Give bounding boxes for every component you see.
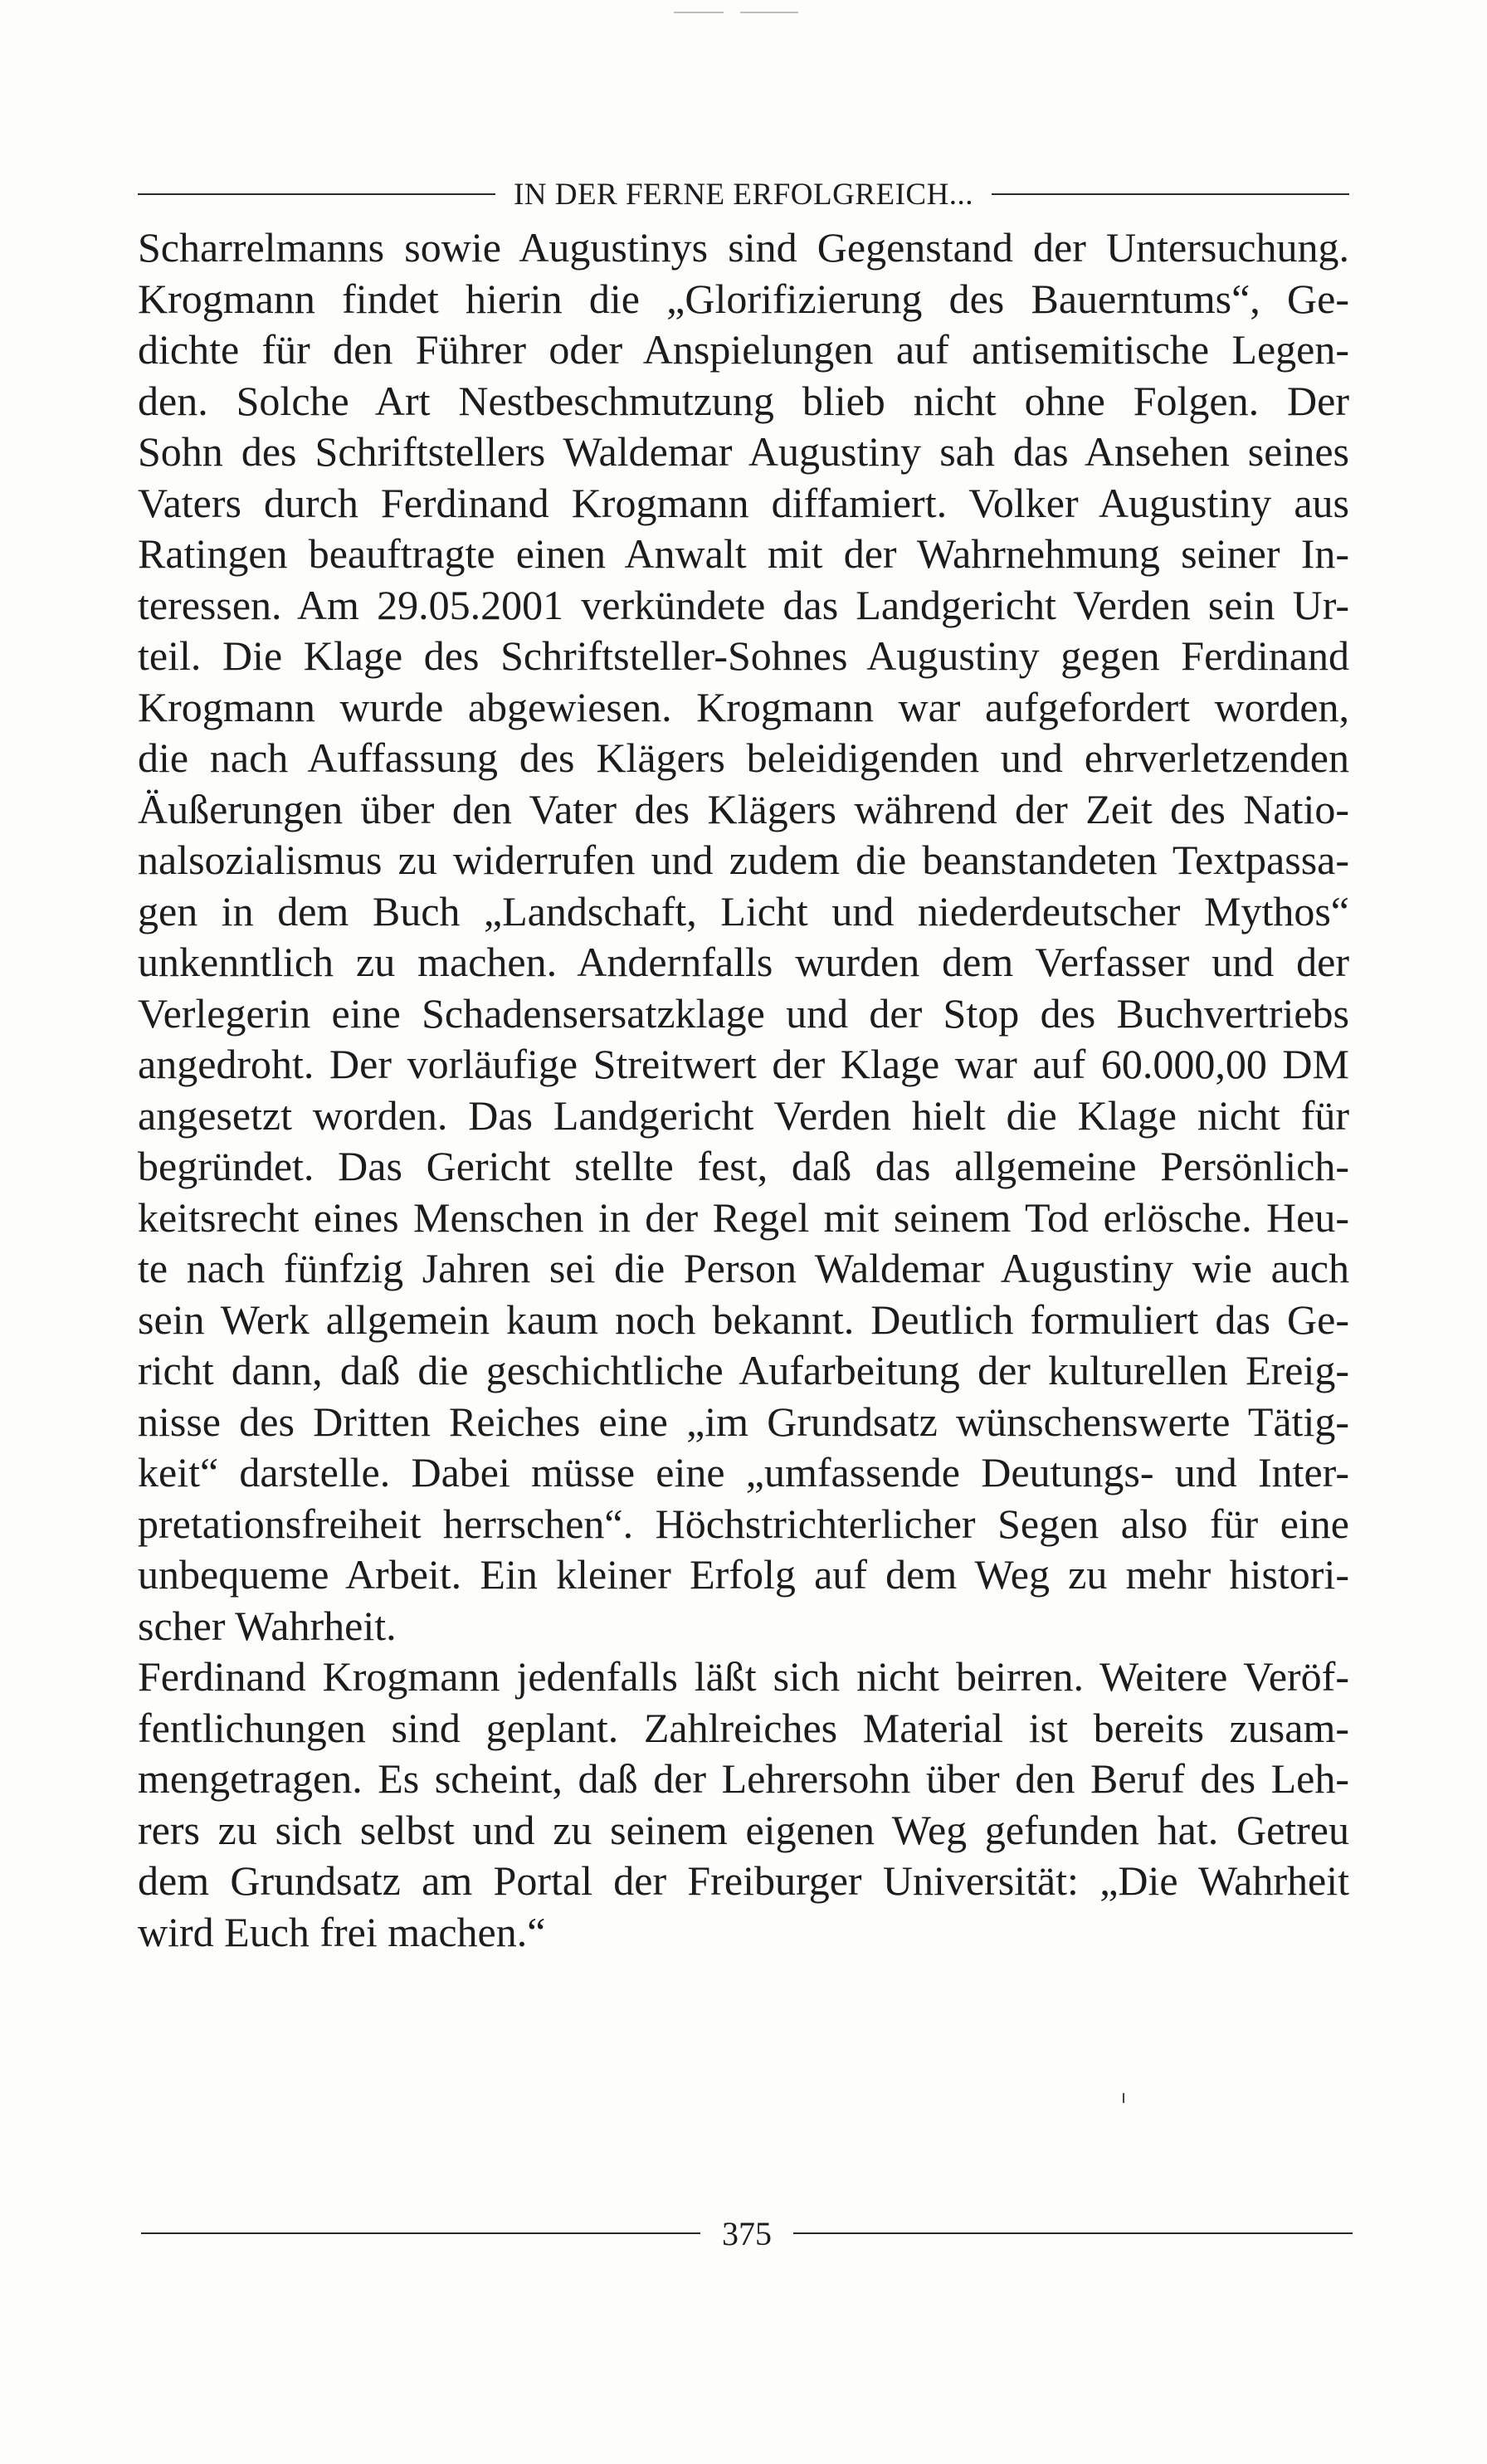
text-line: nisse des Dritten Reiches eine „im Grundsatz wünschenswerte Tätig- [138,1398,1349,1445]
text-line: keit“ darstelle. Dabei müsse eine „umfassende Deutungs- und Inter- [138,1449,1349,1495]
running-head-right-rule [992,193,1349,195]
scan-artifact-mark [740,12,798,13]
text-line: scher Wahrheit. [138,1602,397,1649]
footer-right-rule [793,2232,1353,2234]
running-head-title: IN DER FERNE ERFOLGREICH... [513,177,974,212]
text-line: pretationsfreiheit herrschen“. Höchstrichterlicher Segen also für eine [138,1500,1349,1547]
text-line: mengetragen. Es scheint, daß der Lehrersohn über den Beruf des Leh- [138,1755,1349,1802]
text-line: angedroht. Der vorläufige Streitwert der Klage war auf 60.000,00 DM [138,1041,1349,1087]
text-line: gen in dem Buch „Landschaft, Licht und niederdeutscher Mythos“ [138,887,1349,934]
text-line: dichte für den Führer oder Anspielungen auf antisemitische Legen- [138,326,1349,373]
text-line: angesetzt worden. Das Landgericht Verden hielt die Klage nicht für [138,1091,1349,1139]
scan-artifact-mark [1123,2093,1124,2103]
text-line: wird Euch frei machen.“ [138,1908,546,1955]
text-line: Äußerungen über den Vater des Klägers während der Zeit des Natio- [138,785,1349,832]
text-line: die nach Auffassung des Klägers beleidigenden und ehrverletzenden [138,734,1349,781]
text-line: dem Grundsatz am Portal der Freiburger Universität: „Die Wahrheit [138,1857,1349,1904]
text-line: Krogmann wurde abgewiesen. Krogmann war aufgefordert worden, [138,683,1349,730]
page-footer [141,2211,1353,2256]
text-line: Vaters durch Ferdinand Krogmann diffamiert. Volker Augustiny aus [138,479,1349,526]
text-line: Sohn des Schriftstellers Waldemar Augustiny sah das Ansehen seines [138,428,1349,475]
text-line: richt dann, daß die geschichtliche Aufarbeitung der kulturellen Ereig- [138,1347,1349,1393]
text-line: Verlegerin eine Schadensersatzklage und der Stop des Buchvertriebs [138,989,1349,1037]
scan-artifact-mark [674,12,724,13]
text-line: rers zu sich selbst und zu seinem eigenen Weg gefunden hat. Getreu [138,1806,1349,1853]
text-line: teressen. Am 29.05.2001 verkündete das Landgericht Verden sein Ur- [138,581,1349,628]
text-line: Ratingen beauftragte einen Anwalt mit der Wahrnehmung seiner In- [138,530,1349,577]
text-line: unkenntlich zu machen. Andernfalls wurden dem Verfasser und der [138,939,1349,985]
text-line: Scharrelmanns sowie Augustinys sind Gegenstand der Untersuchung. [138,224,1349,271]
text-line: keitsrecht eines Menschen in der Regel mit seinem Tod erlösche. Heu- [138,1193,1349,1241]
text-line: nalsozialismus zu widerrufen und zudem die beanstandeten Textpassa- [138,837,1349,883]
running-head [138,171,1349,217]
text-line: Krogmann findet hierin die „Glorifizierung des Bauerntums“, Ge- [138,275,1349,322]
page-number: 375 [722,2214,772,2252]
running-head-left-rule [138,193,495,195]
text-line: den. Solche Art Nestbeschmutzung blieb nicht ohne Folgen. Der [138,377,1349,424]
text-line: begründet. Das Gericht stellte fest, daß das allgemeine Persönlich- [138,1143,1349,1189]
footer-left-rule [141,2232,700,2234]
text-line: te nach fünfzig Jahren sei die Person Waldemar Augustiny wie auch [138,1245,1349,1291]
text-line: teil. Die Klage des Schriftsteller-Sohnes Augustiny gegen Ferdinand [138,632,1349,679]
text-line: unbequeme Arbeit. Ein kleiner Erfolg auf dem Weg zu mehr histori- [138,1551,1349,1598]
text-line: sein Werk allgemein kaum noch bekannt. Deutlich formuliert das Ge- [138,1295,1349,1343]
body-text [138,222,1349,1958]
text-line: Ferdinand Krogmann jedenfalls läßt sich nicht beirren. Weitere Veröf- [138,1653,1349,1700]
text-line: fentlichungen sind geplant. Zahlreiches Material ist bereits zusam- [138,1704,1349,1751]
